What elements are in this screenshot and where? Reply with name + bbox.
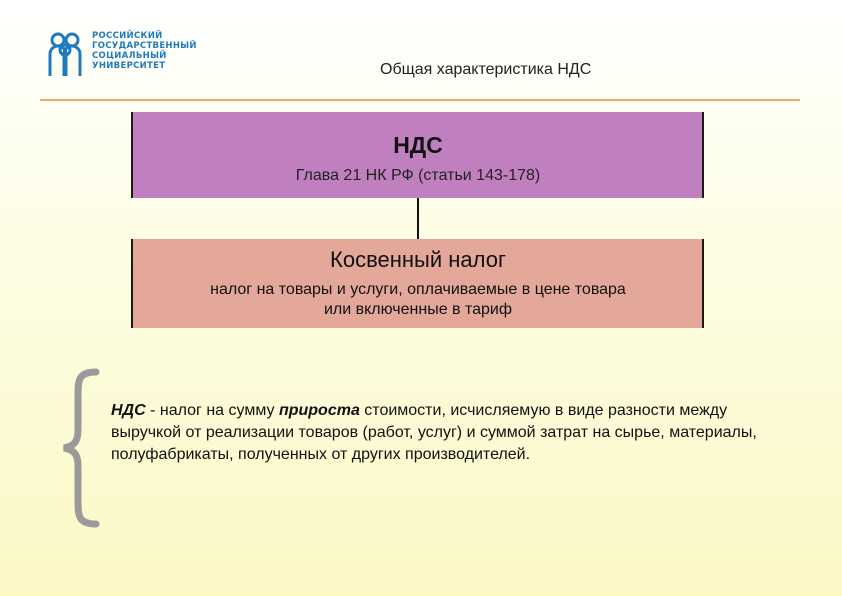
title-divider bbox=[40, 99, 800, 101]
indirect-tax-description bbox=[133, 280, 703, 320]
indirect-tax-line: или включенные в тариф bbox=[323, 301, 513, 318]
vat-heading: НДС bbox=[393, 132, 443, 158]
box-left-border bbox=[131, 239, 133, 328]
university-logo-icon bbox=[44, 30, 92, 80]
definition-emphasis: прироста bbox=[278, 402, 360, 419]
logo-line: РОССИЙСКИЙ bbox=[92, 31, 163, 41]
definition-text: стоимости, исчисляемую в виде разности между выручкой от реализации товаров (работ, услуг) и суммой затрат на сырье, материалы, полуфабрикаты, полученных от других производителей. bbox=[111, 402, 757, 463]
box-left-border bbox=[131, 112, 133, 198]
definition-text: - налог на сумму bbox=[145, 402, 279, 419]
curly-brace-icon bbox=[56, 368, 102, 528]
slide-title: Общая характеристика НДС bbox=[380, 61, 592, 78]
logo-line: ГОСУДАРСТВЕННЫЙ bbox=[92, 41, 197, 51]
vat-box bbox=[133, 112, 703, 198]
indirect-tax-line: налог на товары и услуги, оплачиваемые в цене товара bbox=[210, 281, 626, 298]
indirect-tax-box bbox=[133, 239, 703, 328]
indirect-tax-heading: Косвенный налог bbox=[330, 247, 506, 272]
vat-definition bbox=[111, 400, 781, 466]
logo-text bbox=[92, 31, 197, 71]
box-right-border bbox=[702, 112, 704, 198]
vat-subtitle: Глава 21 НК РФ (статьи 143-178) bbox=[295, 167, 541, 184]
connector-line bbox=[417, 198, 419, 239]
definition-term: НДС bbox=[111, 402, 146, 419]
box-right-border bbox=[702, 239, 704, 328]
logo-line: УНИВЕРСИТЕТ bbox=[92, 61, 166, 71]
logo-line: СОЦИАЛЬНЫЙ bbox=[92, 51, 167, 61]
